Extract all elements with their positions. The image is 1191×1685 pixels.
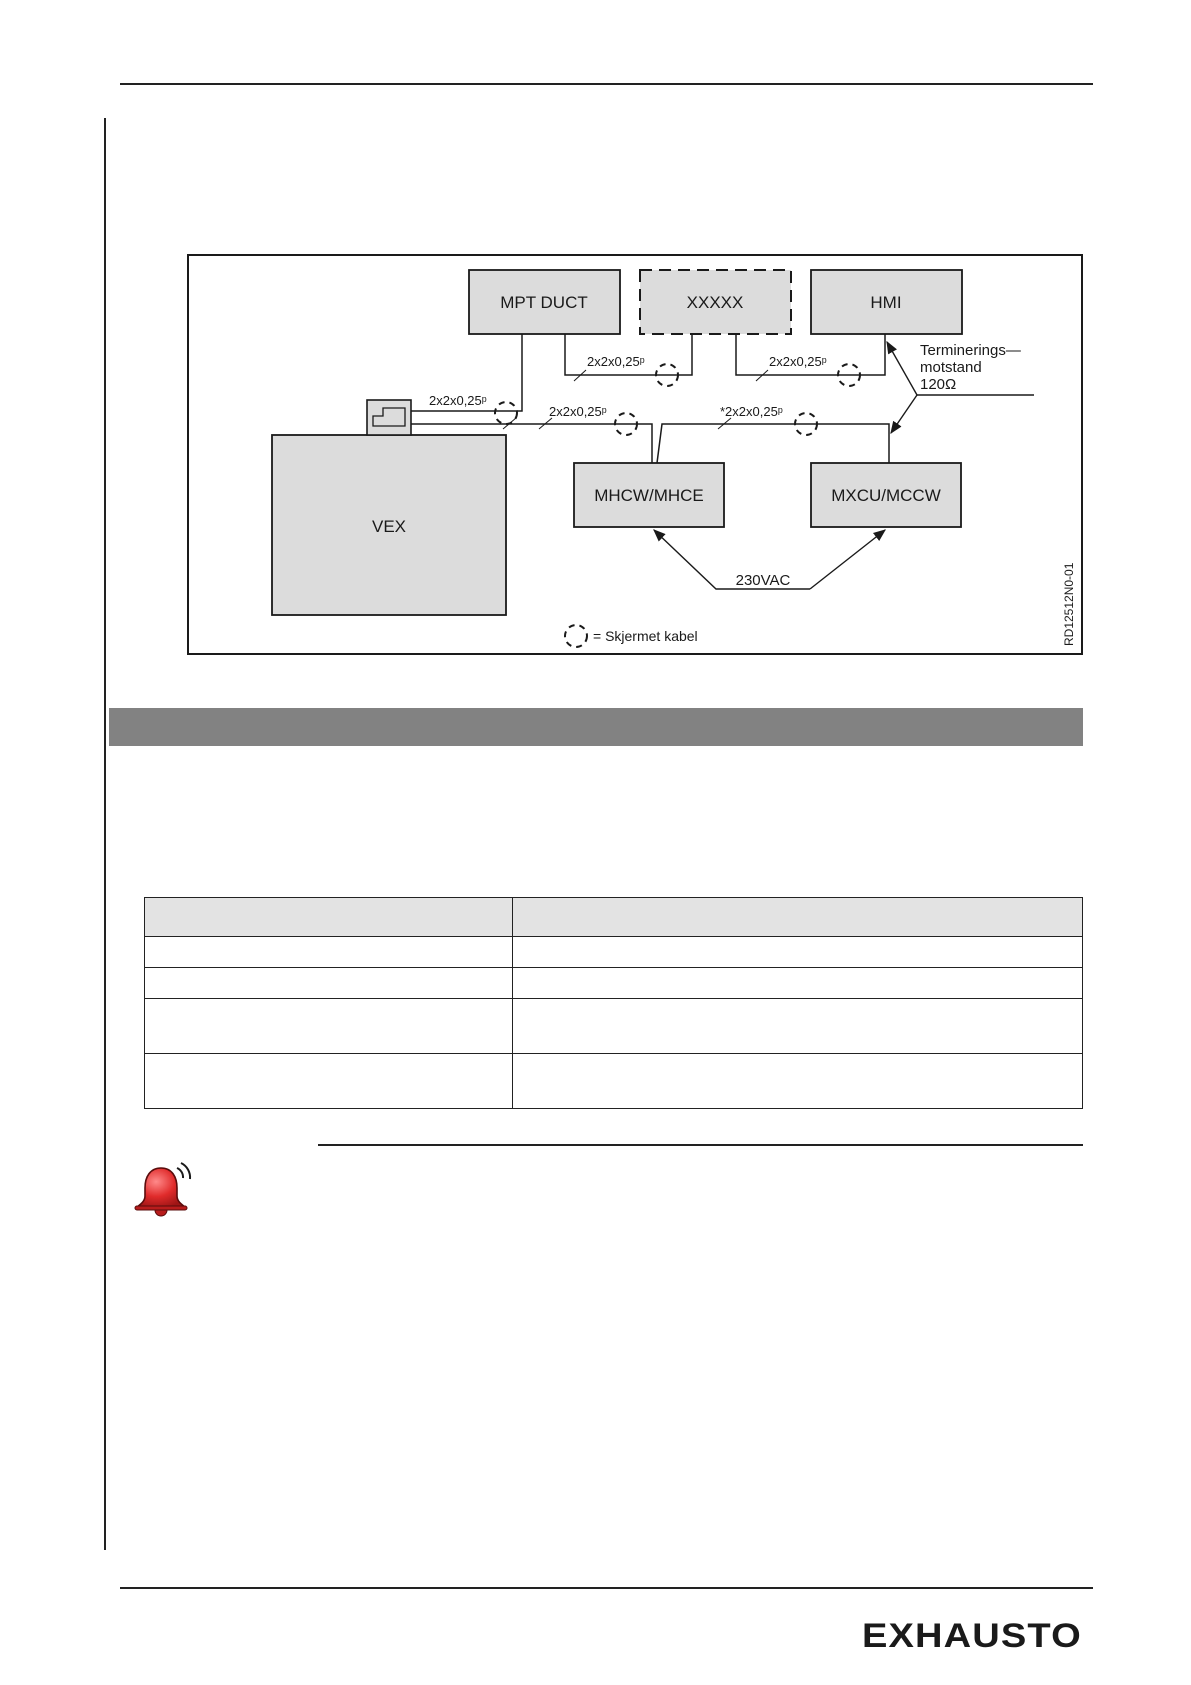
section-header-bar <box>109 708 1083 746</box>
hmi-label: HMI <box>870 293 902 312</box>
legend-label: = Skjermet kabel <box>593 628 698 644</box>
spec-table <box>144 897 1083 1109</box>
termination-label-line3: 120Ω <box>920 376 957 393</box>
wiring-diagram <box>186 253 1084 656</box>
table-row <box>145 968 1083 999</box>
vex-label: VEX <box>371 517 407 536</box>
drawing-code: RD12512N0-01 <box>1062 562 1076 646</box>
note-rule <box>318 1144 1083 1146</box>
left-margin-bar <box>104 118 106 1550</box>
mxcu-label: MXCU/MCCW <box>831 486 941 505</box>
header-rule <box>120 83 1093 85</box>
cable-label: 2x2x0,25ᵖ <box>769 354 827 369</box>
cable-label: 2x2x0,25ᵖ <box>429 393 487 408</box>
table-row <box>145 937 1083 968</box>
table-row <box>145 999 1083 1054</box>
table-header-row <box>145 898 1083 937</box>
power-label: 230VAC <box>735 572 791 589</box>
footer-rule <box>120 1587 1093 1589</box>
termination-label-line1: Terminerings— <box>920 342 1021 359</box>
mpt-duct-label: MPT DUCT <box>500 293 588 312</box>
termination-label-line2: motstand <box>920 359 982 376</box>
exhausto-logo: EXHAUSTO <box>862 1617 1082 1655</box>
xxxxx-label: XXXXX <box>686 293 744 312</box>
table-row <box>145 1054 1083 1109</box>
mhcw-label: MHCW/MHCE <box>594 486 704 505</box>
cable-label: *2x2x0,25ᵖ <box>720 404 783 419</box>
alarm-bell-icon <box>131 1160 201 1220</box>
cable-label: 2x2x0,25ᵖ <box>549 404 607 419</box>
cable-label: 2x2x0,25ᵖ <box>587 354 645 369</box>
